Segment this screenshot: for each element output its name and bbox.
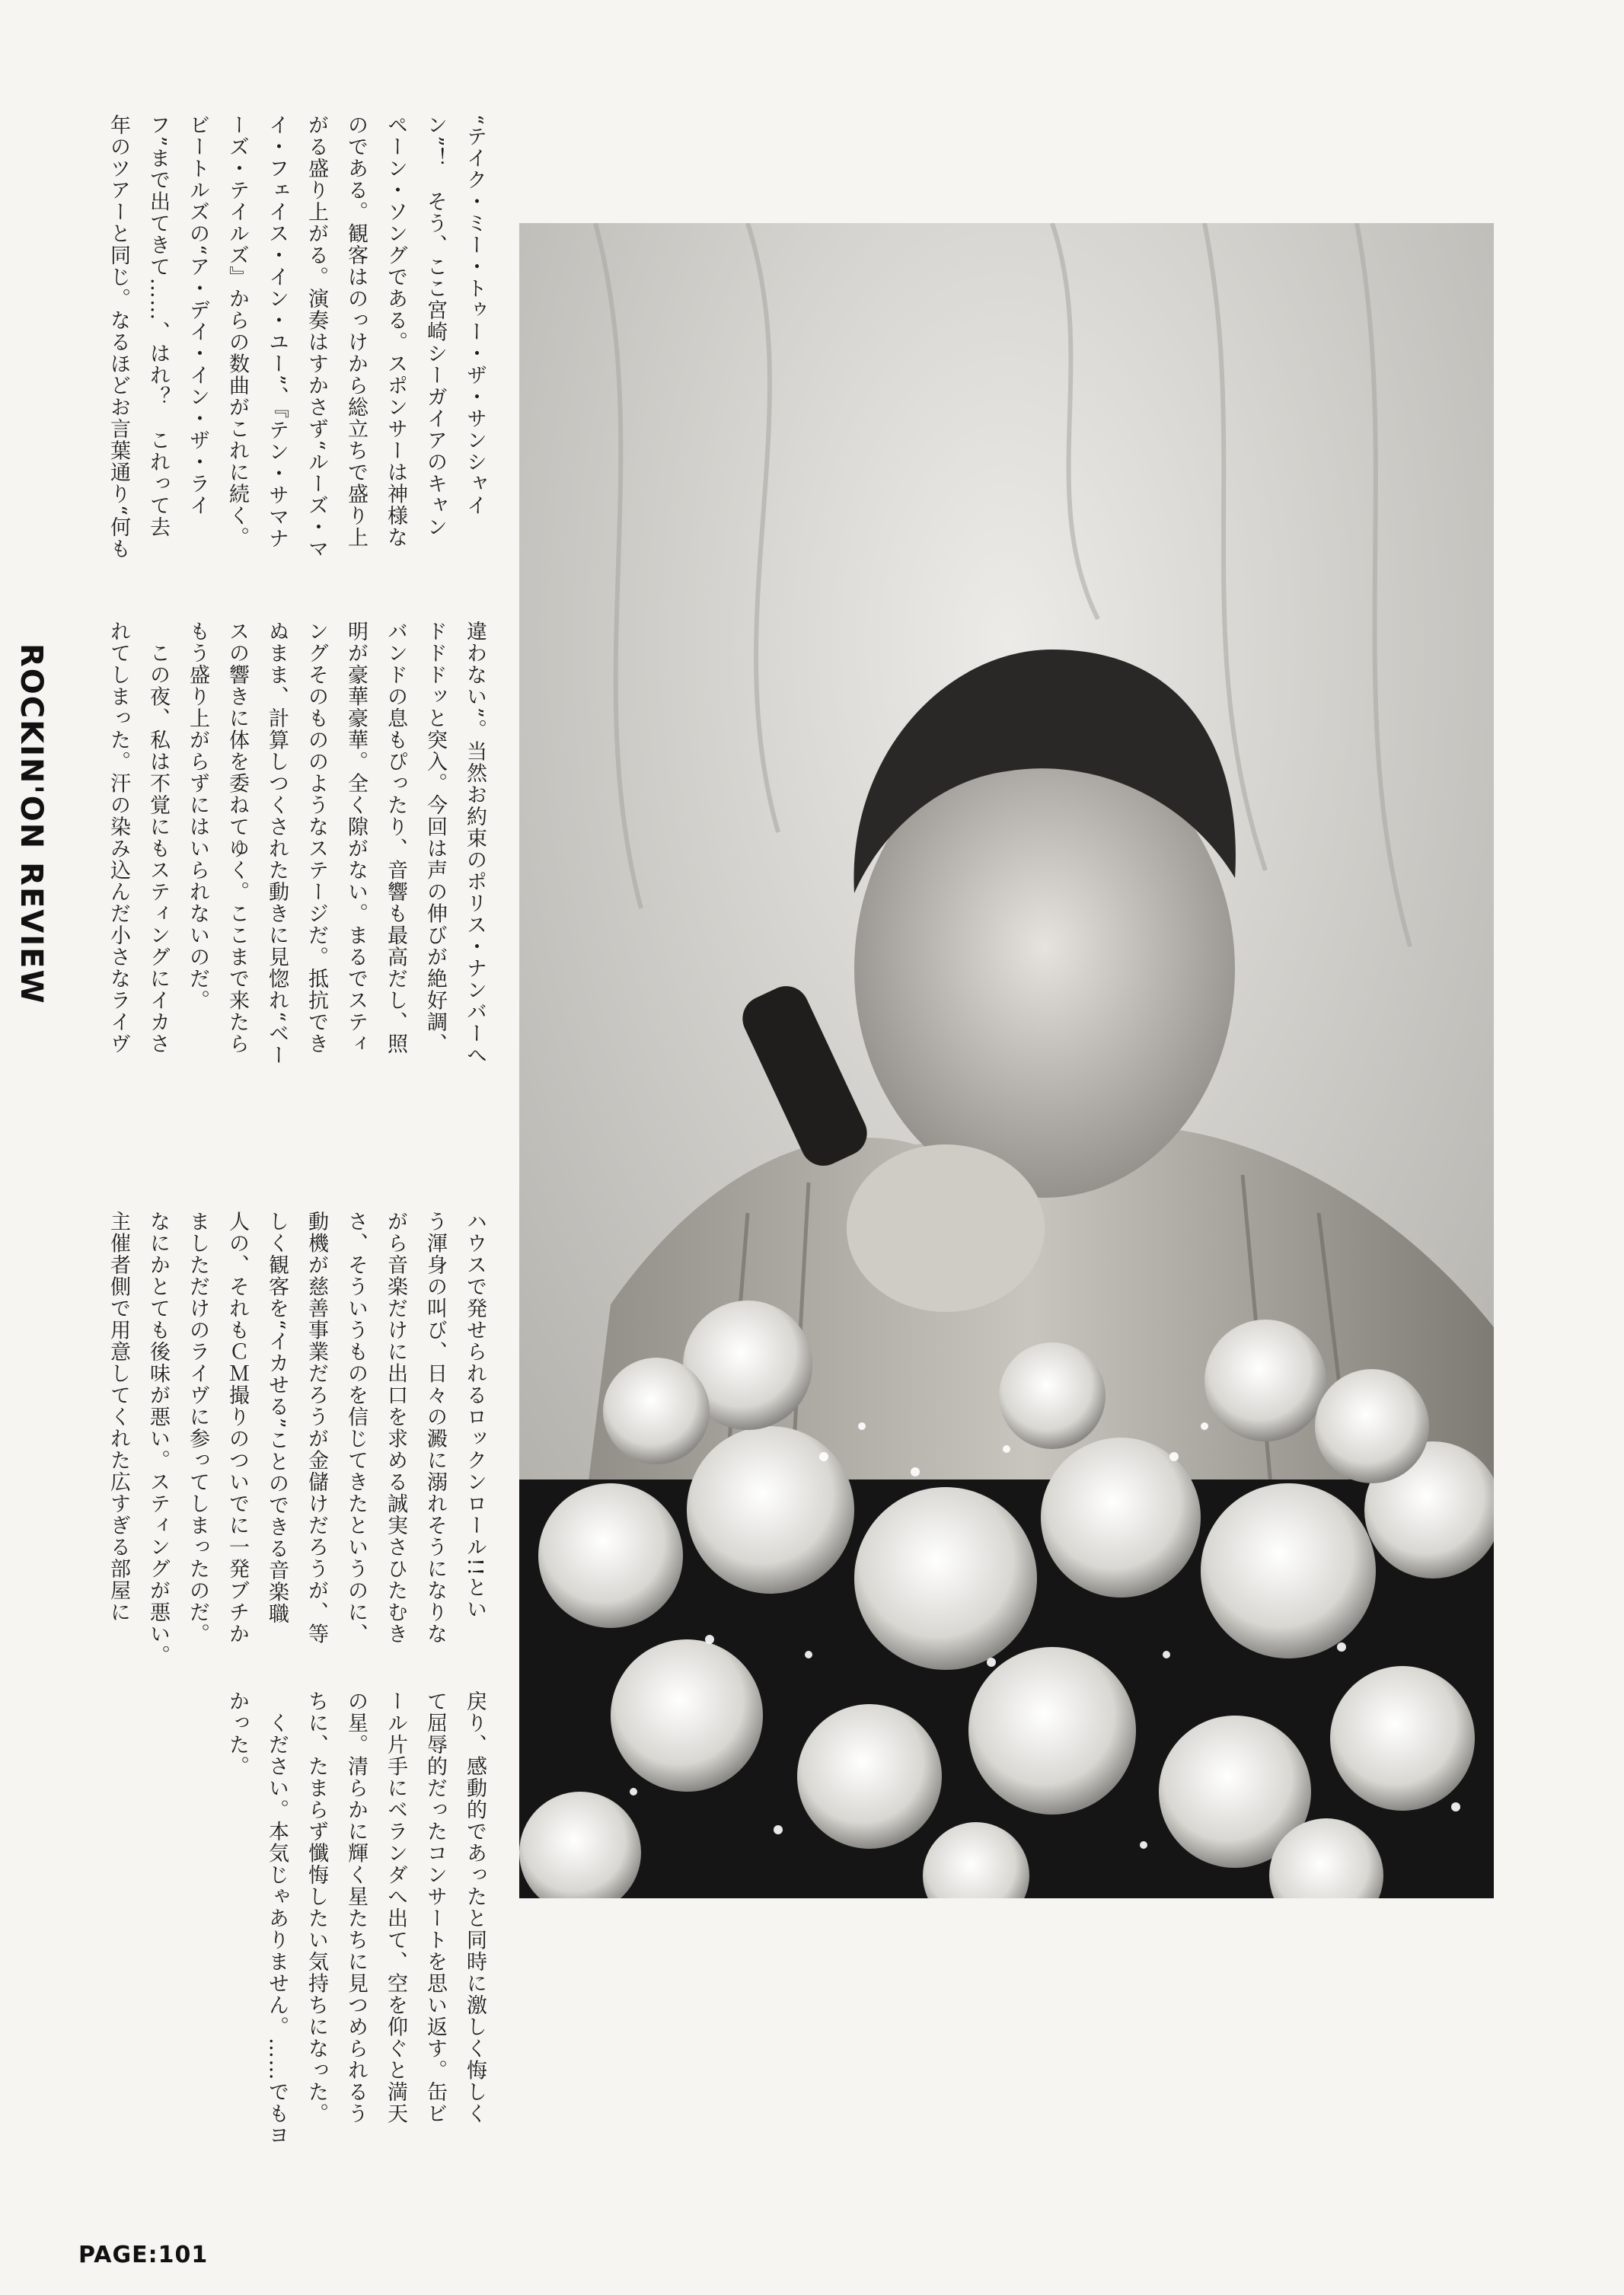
text-column: 戻り、感動的であったと同時に激しく悔しく — [463, 1690, 487, 2124]
text-column: バンドの息もぴったり、音響も最高だし、照 — [384, 621, 407, 1055]
text-column: がる盛り上がる。演奏はすかさず“ルーズ・マ — [305, 114, 328, 560]
text-column: ぬまま、計算しつくされた動きに見惚れ“ベー — [265, 621, 289, 1067]
text-column: う渾身の叫び、日々の澱に溺れそうになりな — [423, 1211, 447, 1645]
text-column: もう盛り上がらずにはいられないのだ。 — [186, 621, 209, 1011]
text-column: ちに、たまらず懺悔したい気持ちになった。 — [305, 1690, 328, 2124]
text-column: フ”まで出てきて……、はれ？ これって去 — [146, 114, 170, 538]
text-column: 違わない”。当然お約束のポリス・ナンバーへ — [463, 621, 487, 1067]
text-column: イ・フェイス・イン・ユー”、『テン・サマナ — [265, 114, 289, 550]
text-column: れてしまった。汗の染み込んだ小さなライヴ — [107, 621, 130, 1055]
text-column: ください。本気じゃありません。……でもヨ — [265, 1690, 289, 2147]
text-column: “テイク・ミー・トゥー・ザ・サンシャイ — [463, 114, 487, 517]
page-number: PAGE:101 — [78, 2242, 209, 2268]
text-column: ングそのもののようなステージだ。抵抗でき — [305, 621, 328, 1055]
text-column: ペーン・ソングである。スポンサーは神様な — [384, 114, 407, 548]
text-column: ール片手にベランダへ出て、空を仰ぐと満天 — [384, 1690, 407, 2124]
text-column: ましただけのライヴに参ってしまったのだ。 — [186, 1211, 209, 1645]
text-column: 動機が慈善事業だろうが金儲けだろうが、等 — [305, 1211, 328, 1645]
text-column: ーズ・テイルズ』からの数曲がこれに続く。 — [225, 114, 249, 548]
text-column: のである。観客はのっけから総立ちで盛り上 — [344, 114, 368, 548]
text-column: て屈辱的だったコンサートを思い返す。缶ビ — [423, 1690, 447, 2124]
text-column: ン”！ そう、ここ宮崎シーガイアのキャン — [423, 114, 447, 538]
text-column: スの響きに体を委ねてゆく。ここまで来たら — [225, 621, 249, 1055]
section-label: ROCKIN'ON REVIEW — [14, 643, 49, 1005]
text-column: この夜、私は不覚にもスティングにイカさ — [146, 621, 170, 1055]
text-column: 明が豪華豪華。全く隙がない。まるでスティ — [344, 621, 368, 1055]
text-column: なにかとても後味が悪い。スティングが悪い。 — [146, 1211, 170, 1667]
text-column: の星。清らかに輝く星たちに見つめられるう — [344, 1690, 368, 2124]
text-column: ハウスで発せられるロックンロール!!とい — [463, 1211, 487, 1620]
text-column: 人の、それもＣＭ撮りのついでに一発ブチか — [225, 1211, 249, 1645]
text-column: 主催者側で用意してくれた広すぎる部屋に — [107, 1211, 130, 1623]
text-column: ドドドッと突入。今回は声の伸びが絶好調、 — [423, 621, 447, 1055]
text-column: 年のツアーと同じ。なるほどお言葉通り“何も — [107, 114, 130, 560]
text-column: さ、そういうものを信じてきたというのに、 — [344, 1211, 368, 1645]
text-column: かった。 — [225, 1690, 249, 1777]
text-column: ビートルズの“ア・デイ・イン・ザ・ライ — [186, 114, 209, 517]
portrait-photo — [519, 223, 1494, 1898]
text-column: がら音楽だけに出口を求める誠実さひたむき — [384, 1211, 407, 1645]
text-column: しく観客を“イカせる”ことのできる音楽職 — [265, 1211, 289, 1625]
